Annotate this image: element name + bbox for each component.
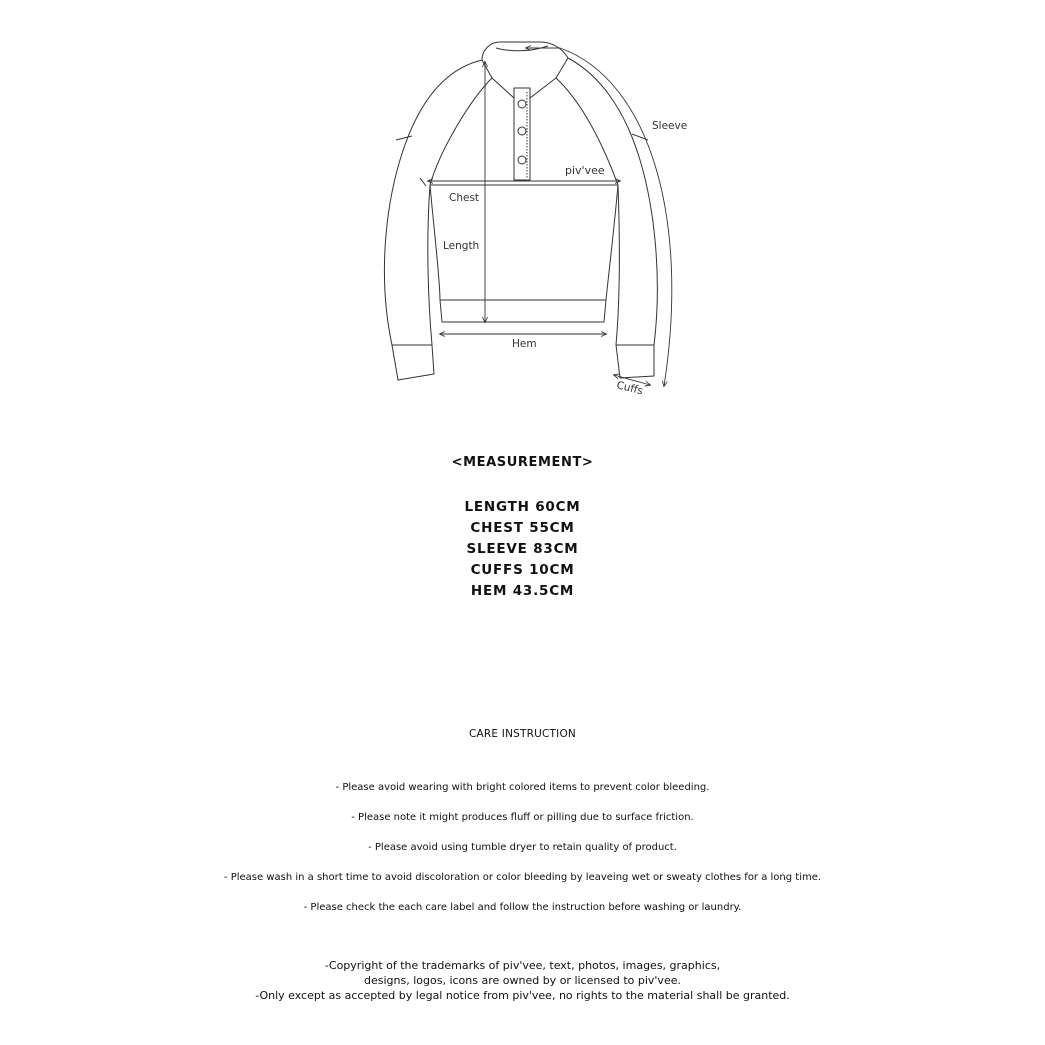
hem-label: Hem <box>512 338 537 350</box>
brand-label: piv'vee <box>565 164 605 177</box>
buttons <box>518 100 526 164</box>
care-title: CARE INSTRUCTION <box>469 728 576 740</box>
copyright-line: -Copyright of the trademarks of piv'vee, text, photos, images, graphics, <box>324 959 721 972</box>
sweatshirt-outline <box>384 42 657 380</box>
measurement-cuffs: CUFFS 10CM <box>470 562 575 578</box>
copyright-line: -Only except as accepted by legal notice from piv'vee, no rights to the material shall be granted. <box>255 989 790 1002</box>
measurement-chest: CHEST 55CM <box>470 520 575 536</box>
sleeve-label: Sleeve <box>652 120 688 132</box>
measurement-hem: HEM 43.5CM <box>470 583 575 599</box>
measurement-title: <MEASUREMENT> <box>451 455 594 470</box>
measurement-length: LENGTH 60CM <box>464 499 581 515</box>
care-item: - Please avoid using tumble dryer to retain quality of product. <box>368 842 677 853</box>
care-item: - Please check the each care label and follow the instruction before washing or laundry. <box>303 902 742 913</box>
care-list <box>0 773 1045 923</box>
chest-label: Chest <box>449 192 480 204</box>
button-1 <box>518 100 526 108</box>
care-item: - Please note it might produces fluff or pilling due to surface friction. <box>351 812 694 823</box>
measurement-list <box>0 497 1045 602</box>
care-item: - Please avoid wearing with bright colored items to prevent color bleeding. <box>335 782 710 793</box>
button-2 <box>518 127 526 135</box>
cuffs-label: Cuffs <box>615 379 645 398</box>
care-item: - Please wash in a short time to avoid discoloration or color bleeding by leaveing wet or sweaty clothes for a long time. <box>223 872 822 883</box>
measure-lines <box>428 48 672 386</box>
copyright-line: designs, logos, icons are owned by or licensed to piv'vee. <box>364 974 681 987</box>
measurement-sleeve: SLEEVE 83CM <box>466 541 579 557</box>
button-3 <box>518 156 526 164</box>
sweatshirt-measurement-diagram <box>0 0 1045 420</box>
length-label: Length <box>443 240 480 252</box>
copyright-notice <box>0 958 1045 1003</box>
